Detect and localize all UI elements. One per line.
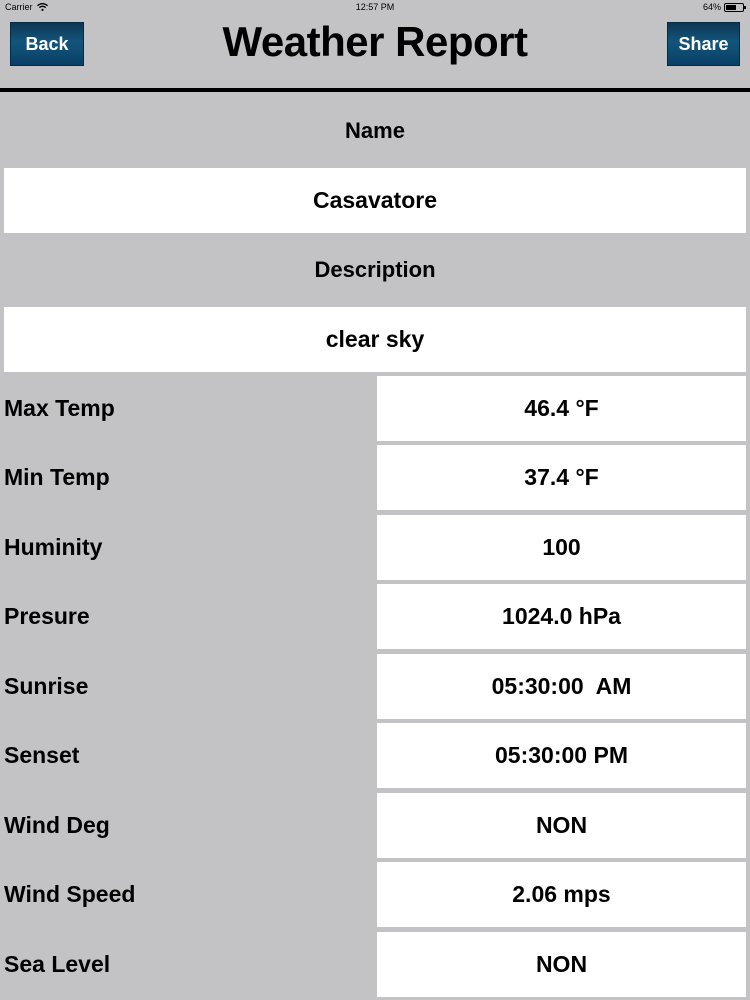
humidity-label: Huminity — [4, 534, 103, 560]
wind-speed-value: 2.06 mps — [377, 862, 746, 927]
sunset-value: 05:30:00 PM — [377, 723, 746, 788]
pressure-value: 1024.0 hPa — [377, 584, 746, 649]
humidity-value: 100 — [377, 515, 746, 580]
wind-deg-value: NON — [377, 793, 746, 858]
battery-icon — [724, 3, 744, 12]
min-temp-value: 37.4 °F — [377, 445, 746, 510]
wind-deg-label: Wind Deg — [4, 812, 110, 838]
header-divider — [0, 88, 750, 92]
battery-level — [726, 5, 736, 10]
name-field: Casavatore — [4, 168, 746, 233]
min-temp-label: Min Temp — [4, 464, 110, 490]
share-button[interactable]: Share — [667, 22, 740, 66]
sunrise-value: 05:30:00 AM — [377, 654, 746, 719]
description-label: Description — [314, 257, 436, 282]
battery-percent: 64% — [702, 2, 721, 12]
pressure-label: Presure — [4, 603, 90, 629]
status-right — [703, 2, 744, 12]
sunrise-label: Sunrise — [4, 673, 89, 699]
back-button[interactable]: Back — [10, 22, 84, 66]
status-bar — [0, 0, 750, 14]
navigation-bar — [0, 14, 750, 89]
sea-level-label: Sea Level — [4, 951, 111, 977]
description-field: clear sky — [4, 307, 746, 372]
wind-speed-label: Wind Speed — [4, 881, 136, 907]
sunset-label: Senset — [4, 742, 80, 768]
name-label: Name — [345, 118, 405, 143]
sea-level-value: NON — [377, 932, 746, 997]
page-title: Weather Report — [222, 18, 528, 65]
max-temp-value: 46.4 °F — [377, 376, 746, 441]
carrier-label: Carrier — [5, 2, 33, 12]
max-temp-label: Max Temp — [4, 395, 115, 421]
status-time: 12:57 PM — [355, 2, 395, 12]
